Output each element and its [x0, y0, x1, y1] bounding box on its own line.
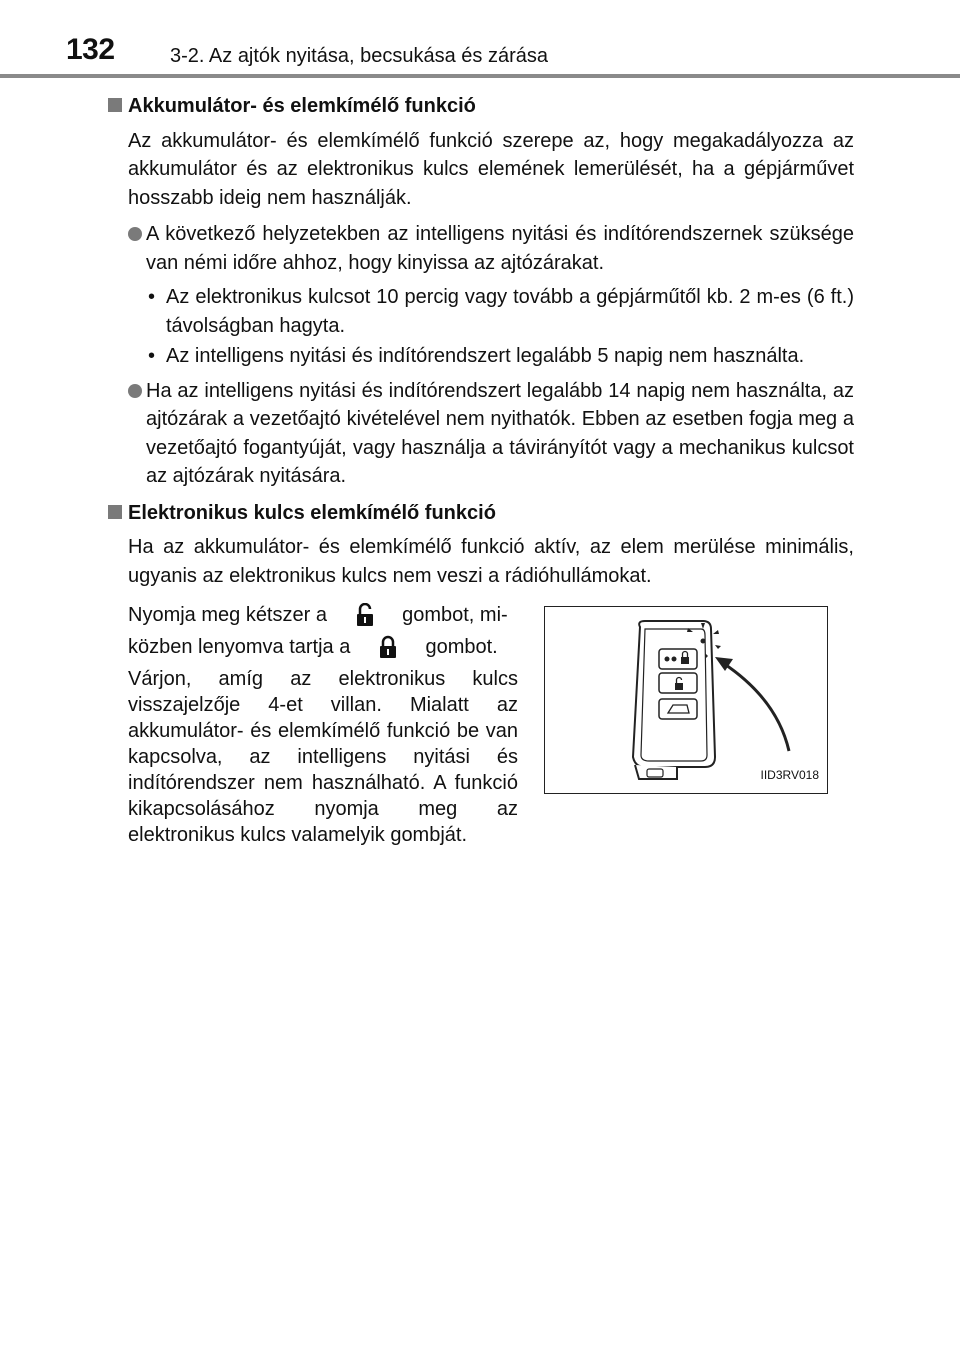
arrow-icon — [723, 663, 789, 751]
circle-bullet-icon — [128, 384, 142, 398]
lock-icon — [378, 635, 398, 659]
section-title: 3-2. Az ajtók nyitása, becsukása és zárása — [170, 45, 548, 67]
heading-text: Elektronikus kulcs elemkímélő funkció — [128, 501, 496, 524]
back-door-icon — [659, 699, 697, 719]
instruction-line: Várjon, amíg az elektronikus kulcs visszajelzője 4-et villan. Mialatt az akkumulátor- és elemkímélő funkció be van kapcsolva, az intelligens nyitási és indítórendszer nem használható. A funkció kikapcsolásához nyomja meg az elektronikus kulcs valamelyik gombját. — [128, 668, 518, 846]
bullet-text: Ha az intelligens nyitási és indítórendszert legalább 14 napig nem használta, az ajtózárak a vezetőajtó kivételével nem nyithatók. Ebben az esetben fogja meg a vezetőajtó fogantyúját, vagy használja a távirányítót vagy a mechanikus kulcsot az ajtózárak nyitására. — [146, 379, 854, 487]
square-marker-icon — [108, 505, 122, 519]
paragraph-intro: Ha az akkumulátor- és elemkímélő funkció aktív, az elem merülése minimális, ugyanis az elektronikus kulcs nem veszi a rádióhullámokat. — [128, 536, 854, 587]
sub-list-item — [146, 283, 854, 340]
bullet-item — [128, 220, 854, 277]
circle-bullet-icon — [128, 227, 142, 241]
header-rule — [0, 74, 960, 78]
sub-list-text: Az intelligens nyitási és indítórendszert legalább 5 napig nem használta. — [166, 345, 805, 367]
key-fob-illustration — [544, 606, 828, 794]
instruction-line — [128, 634, 518, 660]
bullet-item — [128, 377, 854, 491]
sub-list-text: Az elektronikus kulcsot 10 percig vagy tovább a gépjárműtől kb. 2 m-es (6 ft.) távolságban hagyta. — [166, 286, 854, 337]
sub-list-item — [146, 342, 854, 371]
instruction-text — [128, 602, 518, 848]
heading-text: Akkumulátor- és elemkímélő funkció — [128, 95, 476, 117]
bullet-text: A következő helyzetekben az intelligens nyitási és indítórendszernek szüksége van némi időre ahhoz, hogy kinyissa az ajtózárakat. — [146, 223, 854, 274]
page-number: 132 — [66, 33, 115, 66]
heading-electronic-key-saving — [108, 499, 854, 528]
instruction-block — [128, 602, 854, 848]
instruction-line — [128, 602, 518, 628]
indicator-light-icon — [701, 639, 706, 644]
instruction-fragment: közben lenyomva tartja a — [128, 636, 351, 658]
paragraph-intro: Az akkumulátor- és elemkímélő funkció szerepe az, hogy megakadályozza az akkumulátor és az elektronikus kulcs elemének lemerülését, ha a gépjárművet hosszabb ideig nem használják. — [128, 129, 854, 209]
unlock-icon — [355, 603, 375, 627]
heading-battery-saving — [108, 92, 854, 121]
instruction-fragment: gombot. — [425, 636, 498, 658]
square-marker-icon — [108, 98, 122, 112]
instruction-fragment: Nyomja meg kétszer a — [128, 604, 327, 626]
instruction-fragment: gombot, mi- — [402, 604, 508, 626]
page-content — [108, 92, 854, 848]
figure-caption: IID3RV018 — [760, 767, 819, 782]
small-bullet-icon: • — [148, 345, 156, 367]
small-bullet-icon: • — [148, 286, 156, 308]
